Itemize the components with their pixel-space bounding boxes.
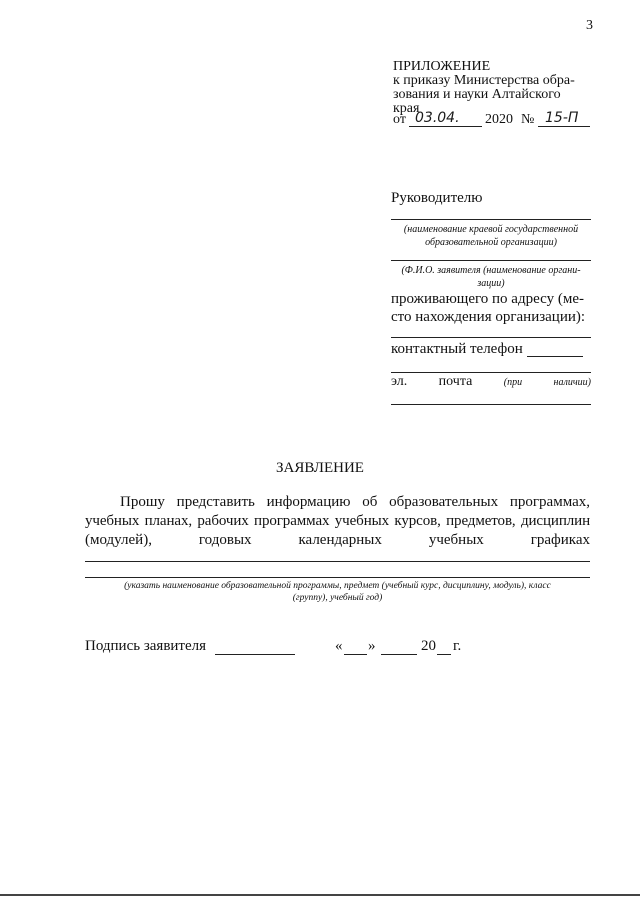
statement-fill-line-2	[85, 577, 590, 578]
order-date-line	[393, 110, 593, 128]
date-prefix: от	[393, 112, 406, 127]
addressee-to: Руководителю	[391, 190, 483, 206]
signature-date: « » 20 г.	[335, 638, 462, 654]
applicant-name-line	[391, 260, 591, 261]
handwritten-date: 03.04.	[415, 110, 460, 126]
number-sign: №	[521, 112, 535, 127]
scan-bottom-edge	[0, 894, 640, 896]
order-year: 2020	[485, 112, 513, 127]
applicant-name-caption: (Ф.И.О. заявителя (наименование органи- зации)	[401, 265, 581, 289]
statement-body-line-3: (модулей), годовых календарных учебных графиках	[85, 532, 590, 548]
appendix-header	[393, 60, 593, 116]
number-underline	[538, 126, 590, 127]
org-name-caption: (наименование краевой государственной образовательной организации)	[403, 224, 579, 248]
phone-extra-line	[391, 372, 591, 373]
email-line	[391, 404, 591, 405]
appendix-line-1: к приказу Министерства обра-	[393, 73, 575, 88]
email-label: эл. почта (при наличии)	[391, 374, 591, 389]
statement-body-line-2: учебных планах, рабочих программах учебных курсов, предметов, дисциплин	[85, 513, 590, 529]
date-underline	[409, 126, 482, 127]
signature-line	[215, 654, 295, 655]
statement-fill-line-1	[85, 561, 590, 562]
handwritten-number: 15-П	[545, 110, 579, 126]
address-label: проживающего по адресу (ме- сто нахождения организации):	[391, 291, 586, 325]
statement-body-line-1: Прошу представить информацию об образовательных программах,	[120, 494, 590, 510]
statement-caption: (указать наименование образовательной программы, предмет (учебный курс, дисциплину, модуль), класс (группу), учебный год)	[124, 581, 551, 603]
page-number: 3	[586, 18, 593, 33]
org-name-line	[391, 219, 591, 220]
appendix-title: ПРИЛОЖЕНИЕ	[393, 59, 491, 74]
statement-title: ЗАЯВЛЕНИЕ	[276, 460, 364, 476]
phone-line	[527, 356, 583, 357]
appendix-line-3: края	[393, 101, 420, 116]
appendix-line-2: зования и науки Алтайского	[393, 87, 561, 102]
signature-label: Подпись заявителя	[85, 638, 207, 654]
address-line	[391, 337, 591, 338]
phone-label: контактный телефон	[391, 341, 523, 357]
